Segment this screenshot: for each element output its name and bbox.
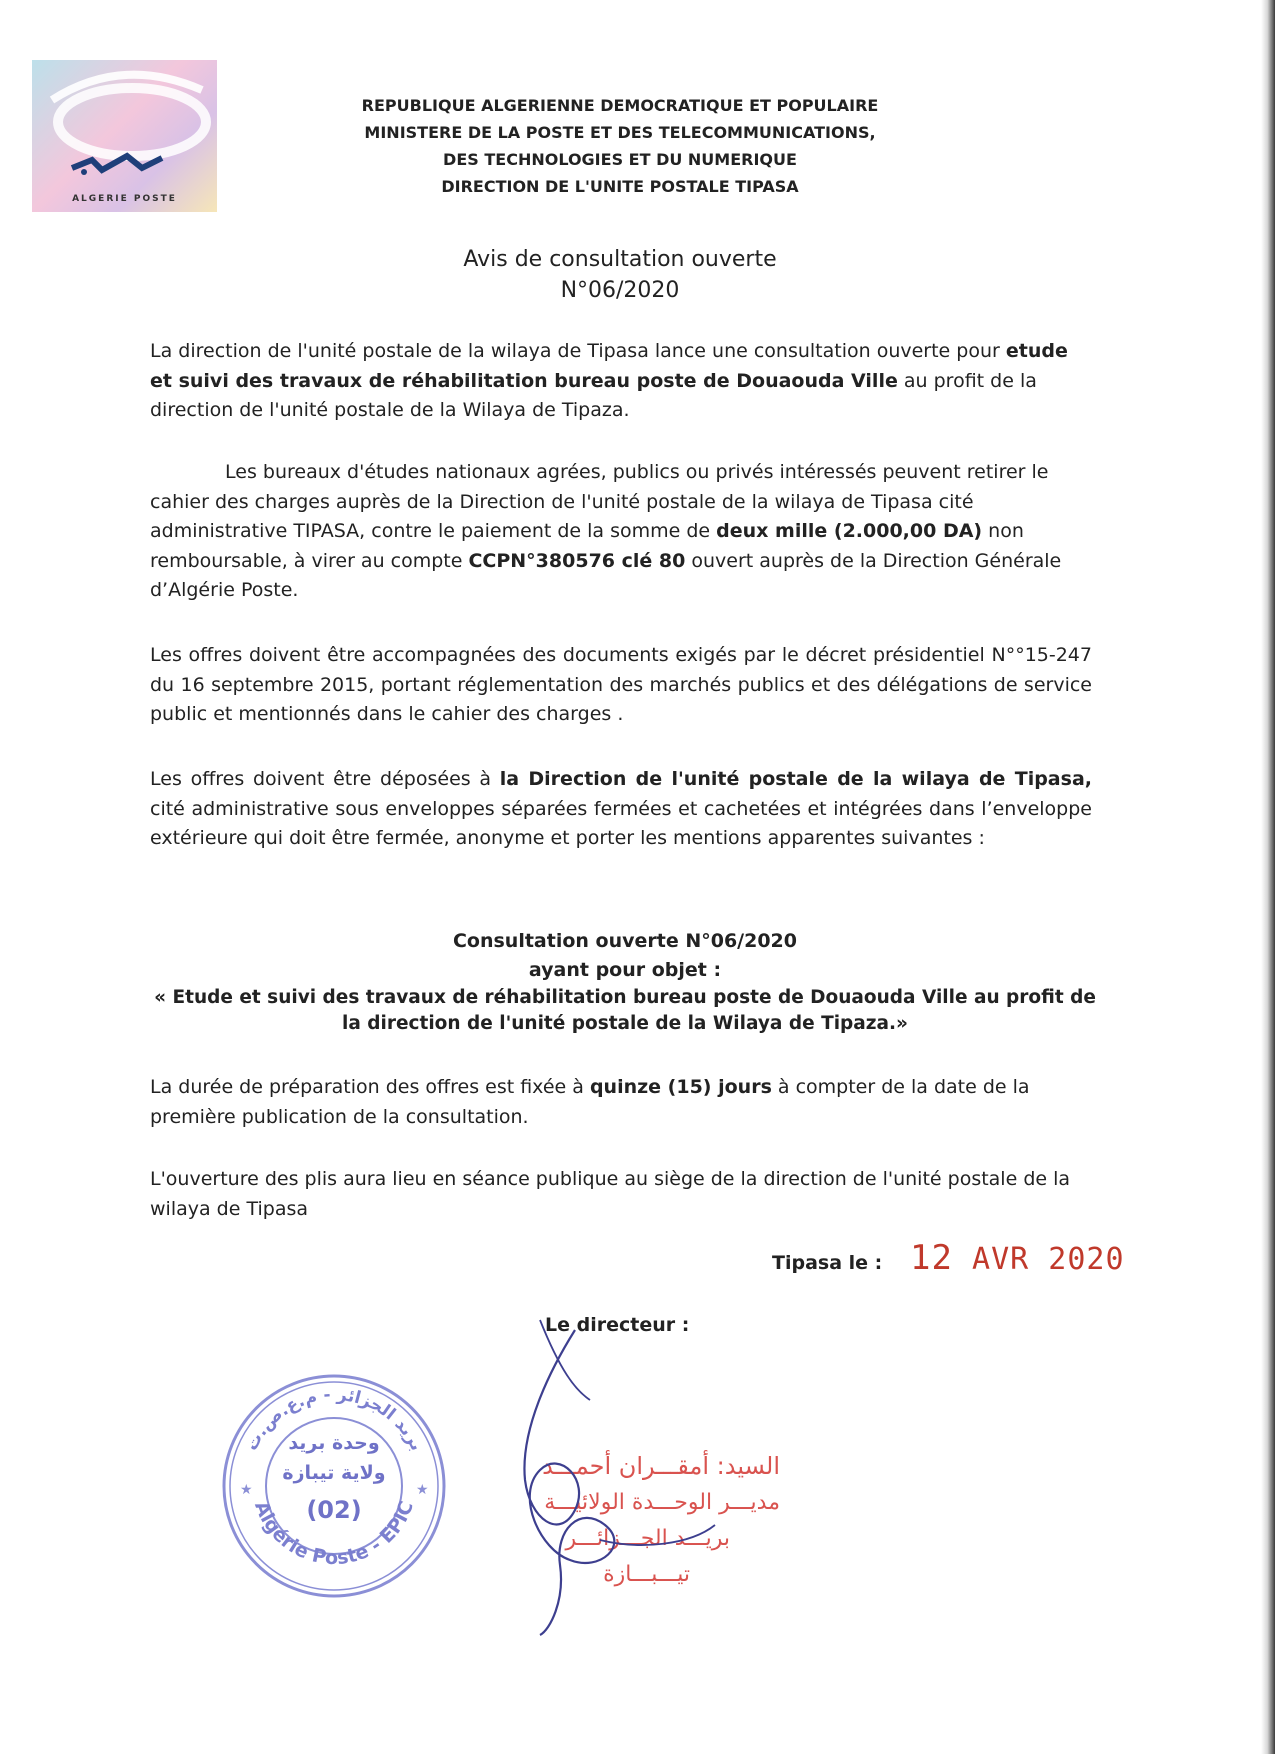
text: La direction de l'unité postale de la wilaya de Tipasa lance une consultation ouverte pour	[150, 340, 1006, 362]
paragraph-documents	[150, 641, 1092, 730]
text: non remboursable, à virer au compte	[150, 520, 1024, 572]
text: au profit de la direction de l'unité postale de la Wilaya de Tipaza.	[150, 369, 1037, 421]
paragraph-ouverture	[150, 1165, 1095, 1224]
seal-ring-icon	[218, 1370, 450, 1602]
text: La durée de préparation des offres est fixée à	[150, 1076, 590, 1098]
paragraph-duree	[150, 1073, 1095, 1132]
bold-text: quinze (15) jours	[589, 1076, 772, 1098]
date-month-year: AVR 2020	[972, 1242, 1125, 1277]
text: Les offres doivent être accompagnées des documents exigés par le décret présidentiel N°°15-247 du 16 septembre 2015, portant réglementation des marchés publics et des délégations de service public et mentionnés dans le cahier des charges .	[150, 644, 1092, 725]
document-title	[330, 244, 910, 306]
seal-inner-line: ولاية تيبازة	[282, 1462, 386, 1484]
seal-outer-text: بريد الجزائر - م.ع.ص.ت	[241, 1384, 427, 1455]
text: Les bureaux d'études nationaux agrées, publics ou privés intéressés peuvent retirer le cahier des charges auprès de la Direction de l'unité postale de la wilaya de Tipasa cité administrative TIPASA, contre le paiement de la somme de	[150, 461, 1049, 542]
mention-line: Consultation ouverte N°06/2020	[452, 930, 798, 952]
bold-text: CCPN°380576 clé 80	[468, 549, 686, 572]
text: L'ouverture des plis aura lieu en séance publique au siège de la direction de l'unité postale de la wilaya de Tipasa	[150, 1168, 1071, 1220]
bold-text: deux mille (2.000,00 DA)	[716, 520, 983, 542]
document-header	[300, 92, 940, 200]
mention-block	[130, 927, 1120, 1037]
seal-inner-line: وحدة بريد	[288, 1432, 380, 1454]
signature-stamp-line: مديـــر الوحـــدة الولائيـــة	[544, 1490, 780, 1515]
svg-text:★: ★	[240, 1482, 253, 1498]
mention-line: la direction de l'unité postale de la Wilaya de Tipaza.»	[342, 1013, 908, 1034]
bold-text: la Direction de l'unité postale de la wilaya de Tipasa,	[499, 768, 1092, 790]
official-seal	[218, 1370, 450, 1602]
logo-caption: ALGERIE POSTE	[72, 194, 177, 204]
text: cité administrative sous enveloppes séparées fermées et cachetées et intégrées dans l’enveloppe extérieure qui doit être fermée, anonyme et porter les mentions apparentes suivantes :	[150, 797, 1092, 849]
signature-stamp-line: بريـــد الجـــزائـــر	[565, 1526, 730, 1551]
text: à compter de la date de la première publication de la consultation.	[150, 1076, 1030, 1128]
mention-line: ayant pour objet :	[528, 959, 722, 981]
seal-inner-number: (02)	[306, 1496, 362, 1524]
date-day: 12	[910, 1238, 953, 1278]
date-stamp	[910, 1238, 1125, 1278]
svg-text:★: ★	[416, 1482, 429, 1498]
paragraph-depot	[150, 765, 1092, 854]
text: Les offres doivent être déposées à	[150, 768, 500, 790]
title-number: N°06/2020	[560, 278, 680, 303]
logo-emblem-icon	[32, 60, 217, 212]
scan-edge	[1261, 0, 1275, 1754]
header-line: DES TECHNOLOGIES ET DU NUMERIQUE	[443, 150, 797, 169]
header-line: MINISTERE DE LA POSTE ET DES TELECOMMUNICATIONS,	[364, 123, 876, 142]
director-label: Le directeur :	[545, 1314, 690, 1336]
header-line: DIRECTION DE L'UNITE POSTALE TIPASA	[441, 177, 799, 196]
paragraph-cahier-des-charges	[150, 458, 1095, 606]
signature-stamp-line: السيد: أمقـــران أحمـــد	[542, 1452, 780, 1480]
paragraph-intro	[150, 337, 1095, 426]
bold-text: etude et suivi des travaux de réhabilitation bureau poste de Douaouda Ville	[150, 340, 1068, 392]
signature-stamp-line: تيـــبـــازة	[603, 1562, 690, 1587]
text: ouvert auprès de la Direction Générale d’Algérie Poste.	[150, 549, 1062, 601]
date-label: Tipasa le :	[772, 1252, 883, 1274]
mention-line: « Etude et suivi des travaux de réhabilitation bureau poste de Douaouda Ville au profit de	[154, 987, 1096, 1008]
handwritten-signature-icon	[480, 1310, 740, 1640]
algerie-poste-logo	[32, 60, 217, 212]
title-line: Avis de consultation ouverte	[463, 247, 777, 272]
header-line: REPUBLIQUE ALGERIENNE DEMOCRATIQUE ET POPULAIRE	[361, 96, 879, 115]
seal-outer-text-bottom: Algérie Poste - EPIC	[250, 1498, 418, 1570]
